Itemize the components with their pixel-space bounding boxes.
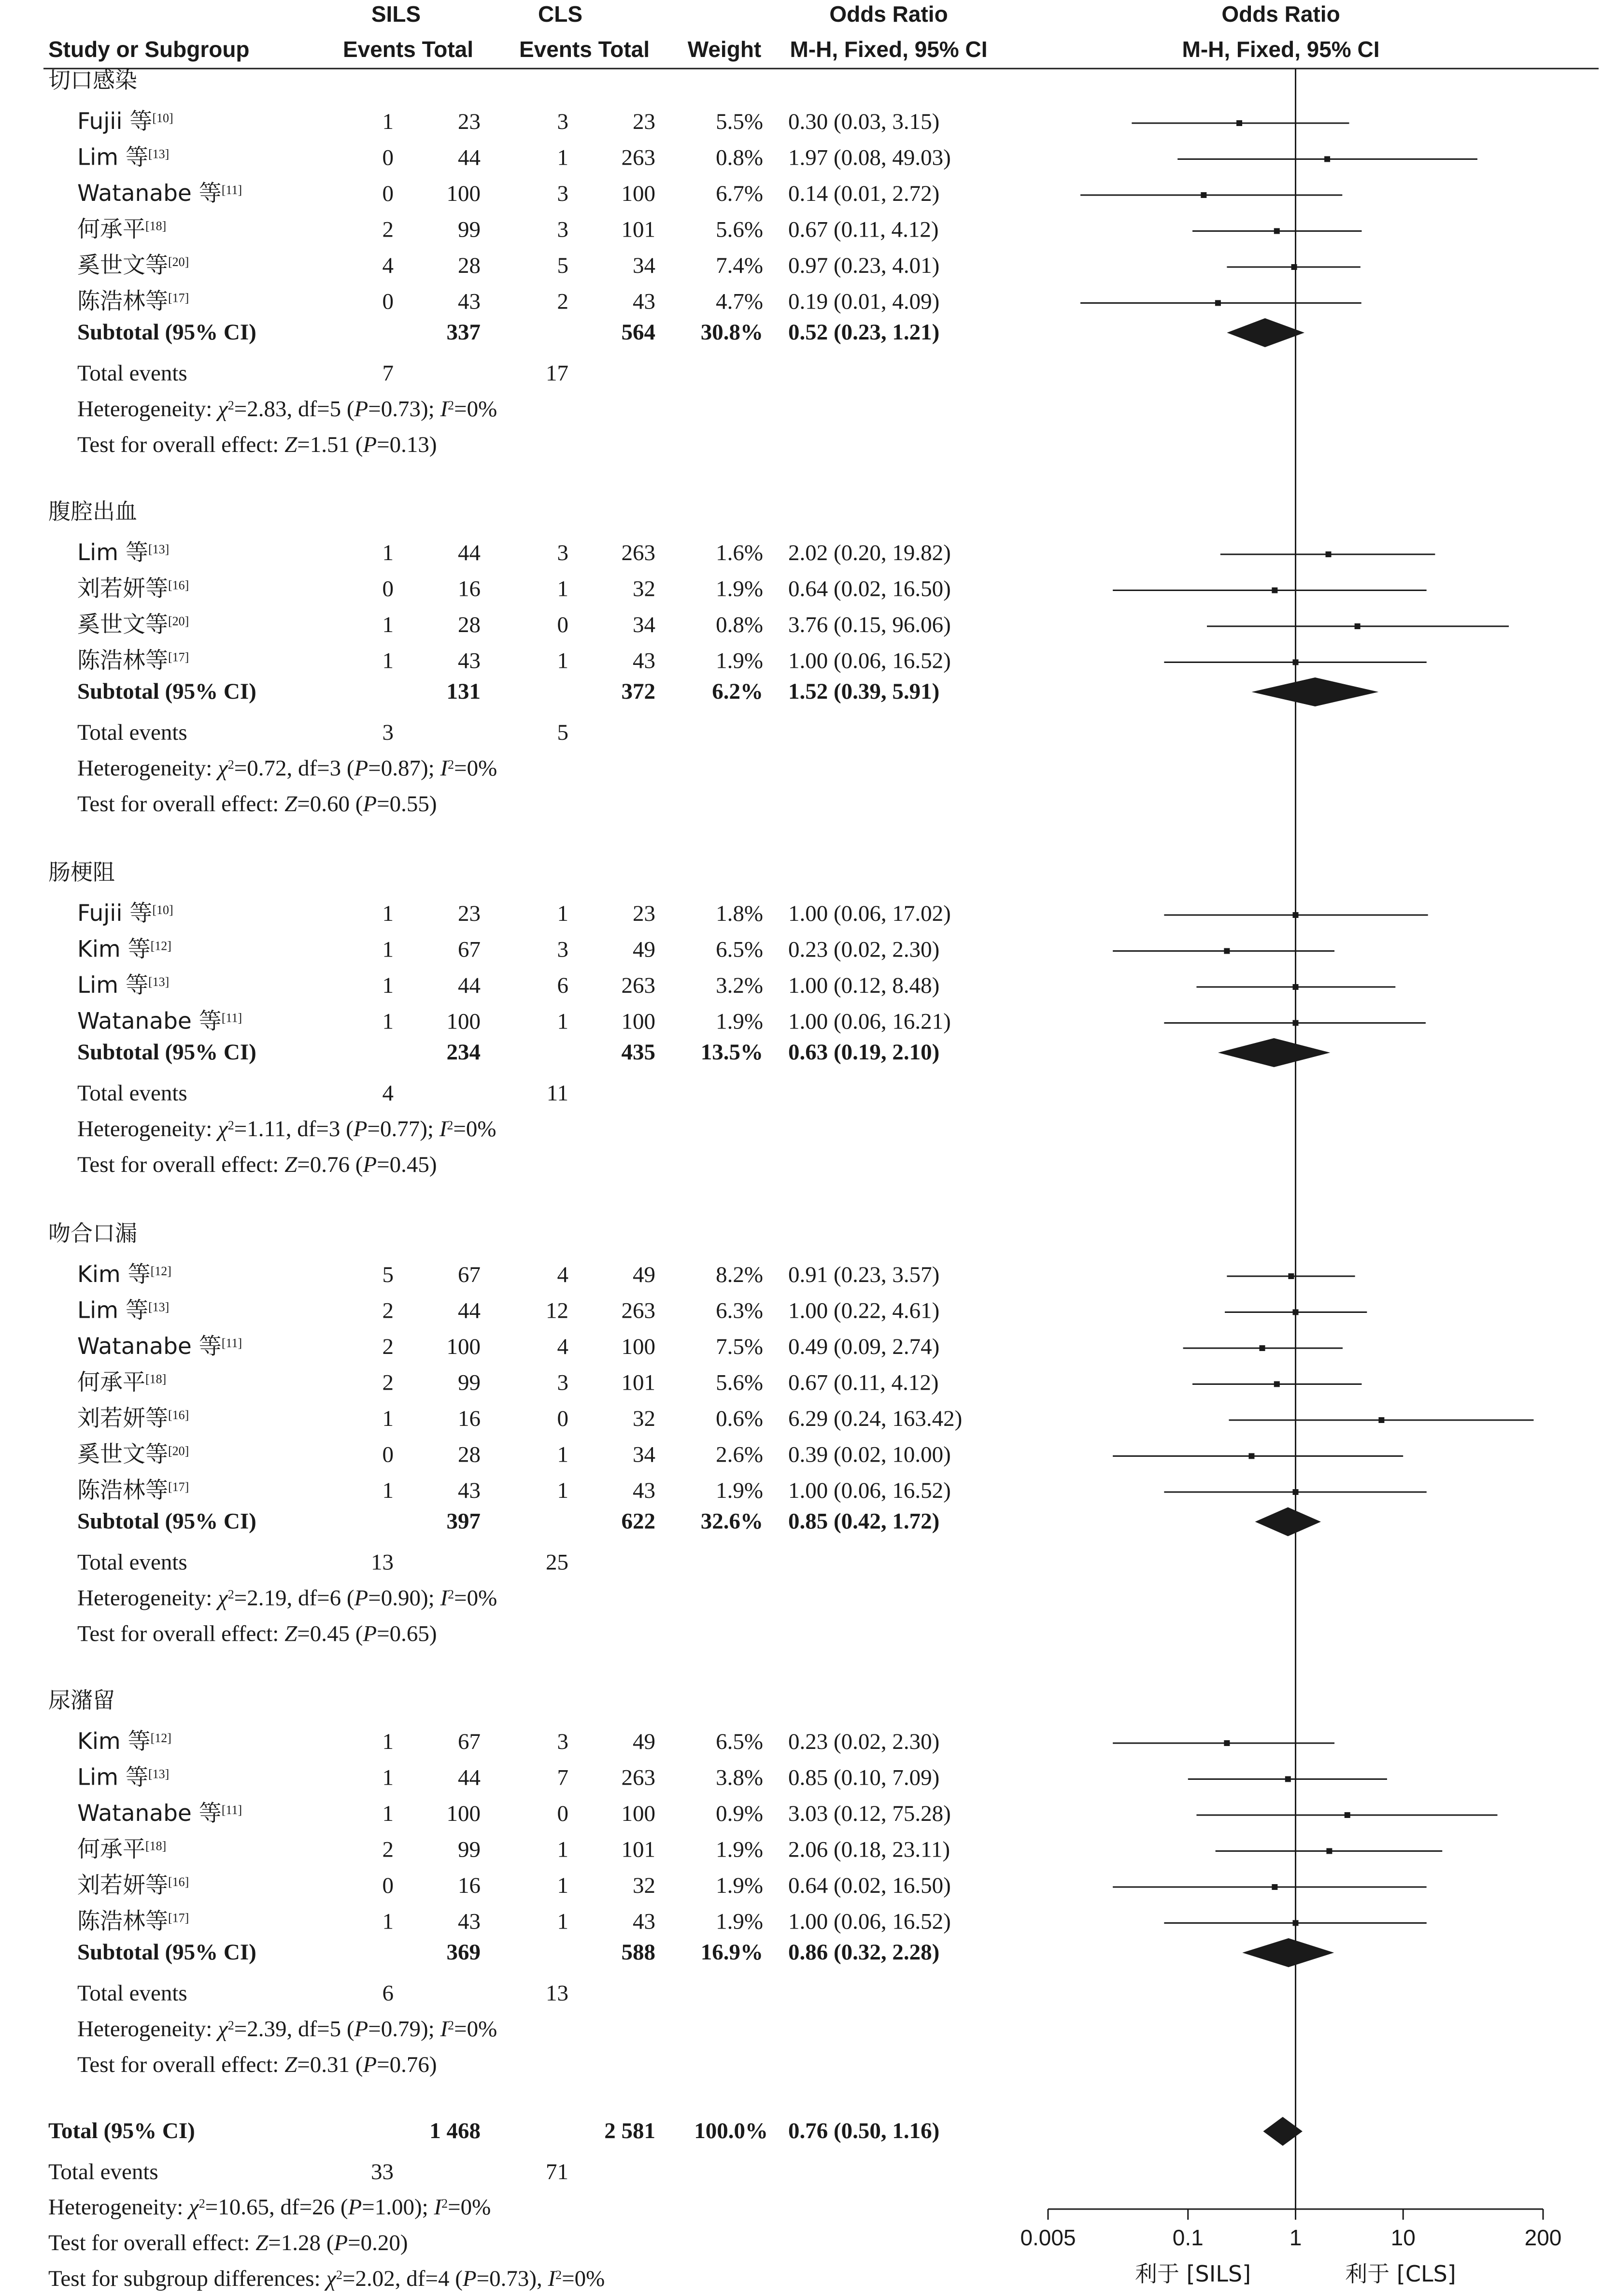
- point-estimate: [1201, 192, 1206, 198]
- cls-total: 101: [621, 1837, 655, 1862]
- summary-diamond: [1255, 1507, 1321, 1536]
- data-table: [43, 1, 1599, 2291]
- x-tick-label: 1: [1289, 2225, 1302, 2250]
- cls-total: 263: [621, 145, 655, 170]
- sils-total: 67: [458, 937, 481, 962]
- point-estimate: [1224, 948, 1230, 954]
- point-estimate: [1378, 1417, 1384, 1423]
- overall-effect: Test for overall effect: Z=1.51 (P=0.13): [77, 432, 437, 457]
- total-events-cls: 25: [546, 1549, 568, 1575]
- cls-total: 32: [633, 1873, 655, 1898]
- subtotal-weight: 30.8%: [700, 320, 763, 345]
- study-name: Kim 等[12]: [77, 1728, 171, 1755]
- subgroup-title: 肠梗阻: [48, 859, 115, 885]
- study-name: Lim 等[13]: [77, 144, 170, 171]
- sils-events: 0: [382, 576, 394, 602]
- cls-events: 3: [557, 1370, 568, 1395]
- subtotal-label: Subtotal (95% CI): [77, 1040, 256, 1065]
- study-weight: 6.5%: [716, 1729, 763, 1754]
- point-estimate: [1274, 1381, 1280, 1387]
- sils-events: 1: [382, 1478, 394, 1503]
- subgroup-title: 腹腔出血: [48, 498, 137, 524]
- study-weight: 0.6%: [716, 1406, 763, 1431]
- subtotal-weight: 6.2%: [712, 679, 763, 704]
- subtotal-or-ci: 0.52 (0.23, 1.21): [788, 320, 940, 345]
- study-name: 奚世文等[20]: [77, 252, 189, 279]
- point-estimate: [1326, 1848, 1332, 1854]
- study-weight: 1.9%: [716, 1478, 763, 1503]
- sils-total: 16: [458, 1873, 481, 1898]
- sils-events: 0: [382, 181, 394, 206]
- heterogeneity: Heterogeneity: $\chi^2=0.72$, df=3 (P=0.87); $I^2=0\%$: [77, 756, 497, 781]
- sils-events: 1: [382, 612, 394, 637]
- cls-events: 7: [557, 1765, 568, 1790]
- total-or-ci: 0.76 (0.50, 1.16): [788, 2118, 940, 2143]
- sils-events: 1: [382, 1765, 394, 1790]
- sils-events: 1: [382, 1801, 394, 1826]
- cls-events: 1: [557, 648, 568, 674]
- cls-total: 263: [621, 1765, 655, 1790]
- cls-total: 34: [633, 253, 655, 278]
- study-weight: 6.7%: [716, 181, 763, 206]
- study-weight: 8.2%: [716, 1262, 763, 1287]
- heterogeneity: Heterogeneity: $\chi^2=2.19$, df=6 (P=0.90); $I^2=0\%$: [77, 1585, 497, 1611]
- study-name: 何承平[18]: [77, 1369, 167, 1396]
- total-events-label: Total events: [77, 720, 187, 745]
- header-events-total-sils: Events Total: [342, 37, 474, 62]
- subtotal-cls-total: 622: [621, 1508, 655, 1534]
- heterogeneity: Heterogeneity: $\chi^2=2.39$, df=5 (P=0.79); $I^2=0\%$: [77, 2016, 497, 2042]
- study-weight: 0.8%: [716, 612, 763, 637]
- cls-events: 2: [557, 289, 568, 314]
- overall-effect: Test for overall effect: Z=0.76 (P=0.45): [77, 1152, 437, 1177]
- grand-heterogeneity: Heterogeneity: $\chi^2=10.65$, df=26 (P=1.00); $I^2=0\%$: [48, 2195, 491, 2220]
- study-name: 奚世文等[20]: [77, 611, 189, 638]
- point-estimate: [1355, 623, 1361, 629]
- study-weight: 5.6%: [716, 217, 763, 242]
- header-sils: SILS: [371, 1, 421, 27]
- heterogeneity: Heterogeneity: $\chi^2=2.83$, df=5 (P=0.73); $I^2=0\%$: [77, 396, 497, 422]
- study-or-ci: 0.14 (0.01, 2.72): [788, 181, 940, 206]
- study-or-ci: 1.00 (0.06, 16.52): [788, 1909, 951, 1934]
- total-events-sils: 3: [382, 720, 394, 745]
- study-name: 刘若妍等[16]: [77, 575, 189, 602]
- subgroup-title: 吻合口漏: [48, 1220, 137, 1246]
- header-method: M-H, Fixed, 95% CI: [790, 37, 988, 62]
- cls-total: 263: [621, 973, 655, 998]
- study-or-ci: 0.19 (0.01, 4.09): [788, 289, 940, 314]
- study-weight: 7.5%: [716, 1334, 763, 1359]
- cls-total: 101: [621, 217, 655, 242]
- cls-total: 43: [633, 648, 655, 674]
- cls-total: 32: [633, 576, 655, 602]
- cls-total: 263: [621, 1298, 655, 1324]
- study-name: Kim 等[12]: [77, 1261, 171, 1288]
- cls-events: 1: [557, 1909, 568, 1934]
- heterogeneity: Heterogeneity: $\chi^2=1.11$, df=3 (P=0.77); $I^2=0\%$: [77, 1116, 496, 1141]
- subgroup-differences: Test for subgroup differences: $\chi^2=2.02$, df=4 (P=0.73), $I^2=0\%$: [48, 2266, 605, 2291]
- grand-total-events-cls: 71: [546, 2159, 568, 2184]
- cls-events: 0: [557, 612, 568, 637]
- sils-total: 43: [458, 289, 481, 314]
- study-or-ci: 0.23 (0.02, 2.30): [788, 1729, 940, 1754]
- study-name: 陈浩林等[17]: [77, 1477, 189, 1504]
- subtotal-sils-total: 369: [446, 1940, 481, 1965]
- cls-events: 1: [557, 576, 568, 602]
- cls-events: 1: [557, 1837, 568, 1862]
- subtotal-weight: 16.9%: [700, 1940, 763, 1965]
- study-weight: 1.6%: [716, 540, 763, 565]
- sils-total: 28: [458, 1442, 481, 1467]
- study-weight: 3.8%: [716, 1765, 763, 1790]
- total-events-sils: 13: [371, 1549, 394, 1575]
- header-weight: Weight: [687, 37, 762, 62]
- sils-total: 44: [458, 973, 481, 998]
- sils-events: 0: [382, 289, 394, 314]
- sils-events: 2: [382, 1334, 394, 1359]
- cls-total: 263: [621, 540, 655, 565]
- study-weight: 7.4%: [716, 253, 763, 278]
- study-weight: 3.2%: [716, 973, 763, 998]
- cls-events: 3: [557, 937, 568, 962]
- study-or-ci: 1.00 (0.22, 4.61): [788, 1298, 940, 1324]
- subtotal-sils-total: 234: [446, 1040, 481, 1065]
- study-name: Fujii 等[10]: [77, 900, 173, 927]
- cls-total: 43: [633, 289, 655, 314]
- cls-events: 6: [557, 973, 568, 998]
- sils-events: 1: [382, 901, 394, 926]
- cls-events: 0: [557, 1406, 568, 1431]
- point-estimate: [1248, 1453, 1254, 1459]
- study-or-ci: 3.76 (0.15, 96.06): [788, 612, 951, 637]
- cls-total: 23: [633, 109, 655, 134]
- study-name: Fujii 等[10]: [77, 108, 173, 135]
- study-or-ci: 0.64 (0.02, 16.50): [788, 576, 951, 602]
- study-or-ci: 2.06 (0.18, 23.11): [788, 1837, 950, 1862]
- study-name: Lim 等[13]: [77, 972, 170, 999]
- sils-events: 2: [382, 1837, 394, 1862]
- subtotal-weight: 13.5%: [700, 1040, 763, 1065]
- study-or-ci: 1.00 (0.06, 17.02): [788, 901, 951, 926]
- header-events-total-cls: Events Total: [519, 37, 650, 62]
- sils-total: 100: [446, 1009, 481, 1034]
- sils-events: 1: [382, 109, 394, 134]
- study-weight: 1.9%: [716, 1837, 763, 1862]
- sils-events: 1: [382, 1406, 394, 1431]
- study-name: 陈浩林等[17]: [77, 1908, 189, 1935]
- total-events-sils: 6: [382, 1981, 394, 2006]
- study-or-ci: 0.64 (0.02, 16.50): [788, 1873, 951, 1898]
- study-weight: 1.9%: [716, 1873, 763, 1898]
- total-events-sils: 4: [382, 1081, 394, 1106]
- total-label: Total (95% CI): [48, 2118, 195, 2143]
- study-name: 陈浩林等[17]: [77, 647, 189, 674]
- subtotal-cls-total: 372: [621, 679, 655, 704]
- point-estimate: [1288, 1273, 1294, 1279]
- sils-total: 44: [458, 145, 481, 170]
- study-name: 刘若妍等[16]: [77, 1405, 189, 1432]
- sils-total: 43: [458, 648, 481, 674]
- cls-total: 23: [633, 901, 655, 926]
- study-name: Watanabe 等[11]: [77, 1800, 242, 1827]
- sils-events: 0: [382, 145, 394, 170]
- point-estimate: [1272, 588, 1277, 593]
- sils-events: 1: [382, 973, 394, 998]
- subtotal-or-ci: 0.85 (0.42, 1.72): [788, 1508, 940, 1534]
- study-or-ci: 1.00 (0.06, 16.52): [788, 648, 951, 674]
- sils-total: 100: [446, 1334, 481, 1359]
- subtotal-cls-total: 564: [621, 320, 655, 345]
- sils-events: 1: [382, 648, 394, 674]
- point-estimate: [1259, 1345, 1265, 1351]
- overall-effect: Test for overall effect: Z=0.45 (P=0.65): [77, 1621, 437, 1647]
- subtotal-or-ci: 0.63 (0.19, 2.10): [788, 1040, 940, 1065]
- cls-events: 1: [557, 901, 568, 926]
- study-or-ci: 0.39 (0.02, 10.00): [788, 1442, 951, 1467]
- subtotal-weight: 32.6%: [700, 1508, 763, 1534]
- x-tick-label: 0.1: [1172, 2225, 1204, 2250]
- point-estimate: [1326, 551, 1332, 557]
- study-or-ci: 0.97 (0.23, 4.01): [788, 253, 940, 278]
- cls-events: 3: [557, 109, 568, 134]
- cls-total: 100: [621, 1009, 655, 1034]
- header-study: Study or Subgroup: [48, 37, 250, 62]
- header-odds-ratio: Odds Ratio: [829, 1, 948, 27]
- study-name: Lim 等[13]: [77, 539, 170, 566]
- study-weight: 0.9%: [716, 1801, 763, 1826]
- study-weight: 5.5%: [716, 109, 763, 134]
- total-events-label: Total events: [77, 1549, 187, 1575]
- cls-total: 101: [621, 1370, 655, 1395]
- study-or-ci: 1.00 (0.06, 16.52): [788, 1478, 951, 1503]
- study-name: 奚世文等[20]: [77, 1441, 189, 1468]
- study-name: Watanabe 等[11]: [77, 1333, 242, 1360]
- sils-total: 99: [458, 1837, 481, 1862]
- grand-total-events-label: Total events: [48, 2159, 158, 2184]
- total-events-cls: 11: [546, 1081, 568, 1106]
- sils-total: 100: [446, 1801, 481, 1826]
- sils-events: 4: [382, 253, 394, 278]
- subtotal-label: Subtotal (95% CI): [77, 320, 256, 345]
- sils-total: 99: [458, 217, 481, 242]
- cls-total: 49: [633, 1729, 655, 1754]
- cls-total: 100: [621, 1334, 655, 1359]
- subtotal-label: Subtotal (95% CI): [77, 679, 256, 704]
- study-weight: 1.9%: [716, 1009, 763, 1034]
- sils-total: 43: [458, 1478, 481, 1503]
- cls-events: 1: [557, 145, 568, 170]
- cls-events: 1: [557, 1478, 568, 1503]
- subtotal-label: Subtotal (95% CI): [77, 1508, 256, 1534]
- sils-total: 16: [458, 1406, 481, 1431]
- cls-total: 32: [633, 1406, 655, 1431]
- total-events-cls: 17: [546, 361, 568, 386]
- study-name: Watanabe 等[11]: [77, 180, 242, 207]
- study-or-ci: 3.03 (0.12, 75.28): [788, 1801, 951, 1826]
- study-or-ci: 0.91 (0.23, 3.57): [788, 1262, 940, 1287]
- study-name: Watanabe 等[11]: [77, 1008, 242, 1035]
- point-estimate: [1345, 1812, 1350, 1818]
- study-weight: 4.7%: [716, 289, 763, 314]
- study-weight: 1.8%: [716, 901, 763, 926]
- study-or-ci: 0.85 (0.10, 7.09): [788, 1765, 940, 1790]
- sils-events: 1: [382, 540, 394, 565]
- sils-total: 16: [458, 576, 481, 602]
- cls-events: 5: [557, 253, 568, 278]
- sils-events: 1: [382, 1009, 394, 1034]
- sils-total: 23: [458, 901, 481, 926]
- sils-total: 28: [458, 612, 481, 637]
- total-events-label: Total events: [77, 1981, 187, 2006]
- grand-overall-effect: Test for overall effect: Z=1.28 (P=0.20): [48, 2230, 408, 2255]
- cls-total: 49: [633, 1262, 655, 1287]
- point-estimate: [1215, 300, 1221, 306]
- sils-total: 44: [458, 540, 481, 565]
- cls-events: 3: [557, 217, 568, 242]
- study-weight: 1.9%: [716, 648, 763, 674]
- sils-events: 1: [382, 1909, 394, 1934]
- sils-total: 100: [446, 181, 481, 206]
- sils-events: 1: [382, 1729, 394, 1754]
- cls-events: 1: [557, 1873, 568, 1898]
- study-name: 何承平[18]: [77, 216, 167, 243]
- cls-total: 43: [633, 1909, 655, 1934]
- summary-diamond: [1263, 2117, 1302, 2146]
- cls-events: 4: [557, 1334, 568, 1359]
- cls-events: 1: [557, 1442, 568, 1467]
- point-estimate: [1324, 156, 1330, 162]
- total-events-cls: 13: [546, 1981, 568, 2006]
- sils-events: 2: [382, 1370, 394, 1395]
- x-tick-label: 10: [1390, 2225, 1416, 2250]
- study-or-ci: 1.00 (0.12, 8.48): [788, 973, 940, 998]
- summary-diamond: [1227, 318, 1304, 347]
- study-or-ci: 1.97 (0.08, 49.03): [788, 145, 951, 170]
- total-events-label: Total events: [77, 1081, 187, 1106]
- sils-total: 43: [458, 1909, 481, 1934]
- sils-events: 0: [382, 1442, 394, 1467]
- sils-total: 99: [458, 1370, 481, 1395]
- study-weight: 6.3%: [716, 1298, 763, 1324]
- cls-total: 49: [633, 937, 655, 962]
- summary-diamond: [1251, 677, 1378, 706]
- cls-events: 3: [557, 181, 568, 206]
- study-or-ci: 0.23 (0.02, 2.30): [788, 937, 940, 962]
- point-estimate: [1274, 228, 1280, 234]
- sils-events: 2: [382, 1298, 394, 1324]
- study-name: Kim 等[12]: [77, 936, 171, 963]
- point-estimate: [1272, 1884, 1277, 1890]
- subgroup-title: 切口感染: [48, 67, 137, 93]
- cls-events: 3: [557, 540, 568, 565]
- sils-events: 0: [382, 1873, 394, 1898]
- sils-events: 1: [382, 937, 394, 962]
- sils-events: 5: [382, 1262, 394, 1287]
- total-weight: 100.0%: [694, 2118, 768, 2143]
- cls-total: 100: [621, 181, 655, 206]
- favours-sils-label: 利于 [SILS]: [1134, 2261, 1251, 2287]
- study-weight: 6.5%: [716, 937, 763, 962]
- favours-cls-label: 利于 [CLS]: [1345, 2261, 1456, 2287]
- cls-total: 100: [621, 1801, 655, 1826]
- sils-total: 44: [458, 1765, 481, 1790]
- study-weight: 1.9%: [716, 576, 763, 602]
- point-estimate: [1285, 1776, 1291, 1782]
- study-or-ci: 0.49 (0.09, 2.74): [788, 1334, 940, 1359]
- point-estimate: [1236, 120, 1242, 126]
- cls-total: 34: [633, 612, 655, 637]
- study-or-ci: 0.67 (0.11, 4.12): [788, 217, 939, 242]
- study-or-ci: 0.67 (0.11, 4.12): [788, 1370, 939, 1395]
- sils-events: 2: [382, 217, 394, 242]
- total-events-cls: 5: [557, 720, 568, 745]
- summary-diamond: [1218, 1038, 1330, 1067]
- study-weight: 1.9%: [716, 1909, 763, 1934]
- overall-effect: Test for overall effect: Z=0.60 (P=0.55): [77, 791, 437, 817]
- overall-effect: Test for overall effect: Z=0.31 (P=0.76): [77, 2052, 437, 2077]
- subtotal-label: Subtotal (95% CI): [77, 1940, 256, 1965]
- subtotal-sils-total: 397: [446, 1508, 481, 1534]
- point-estimate: [1224, 1740, 1230, 1746]
- sils-total: 44: [458, 1298, 481, 1324]
- grand-total-events-sils: 33: [371, 2159, 394, 2184]
- total-sils: 1 468: [429, 2118, 481, 2143]
- study-weight: 5.6%: [716, 1370, 763, 1395]
- study-name: Lim 等[13]: [77, 1764, 170, 1791]
- study-weight: 2.6%: [716, 1442, 763, 1467]
- cls-total: 34: [633, 1442, 655, 1467]
- plot-area: [1020, 69, 1561, 2287]
- header-plot-odds-ratio: Odds Ratio: [1221, 1, 1340, 27]
- cls-events: 1: [557, 1009, 568, 1034]
- study-or-ci: 2.02 (0.20, 19.82): [788, 540, 951, 565]
- study-weight: 0.8%: [716, 145, 763, 170]
- subtotal-sils-total: 131: [446, 679, 481, 704]
- cls-events: 4: [557, 1262, 568, 1287]
- study-or-ci: 0.30 (0.03, 3.15): [788, 109, 940, 134]
- study-name: 陈浩林等[17]: [77, 288, 189, 315]
- cls-total: 43: [633, 1478, 655, 1503]
- cls-events: 3: [557, 1729, 568, 1754]
- subtotal-cls-total: 588: [621, 1940, 655, 1965]
- x-tick-label: 0.005: [1020, 2225, 1076, 2250]
- header-plot-method: M-H, Fixed, 95% CI: [1182, 37, 1380, 62]
- total-events-sils: 7: [382, 361, 394, 386]
- summary-diamond: [1242, 1938, 1334, 1967]
- header-cls: CLS: [538, 1, 582, 27]
- subtotal-or-ci: 1.52 (0.39, 5.91): [788, 679, 940, 704]
- sils-total: 23: [458, 109, 481, 134]
- study-or-ci: 1.00 (0.06, 16.21): [788, 1009, 951, 1034]
- total-events-label: Total events: [77, 361, 187, 386]
- study-name: 何承平[18]: [77, 1836, 167, 1863]
- sils-total: 67: [458, 1262, 481, 1287]
- study-or-ci: 6.29 (0.24, 163.42): [788, 1406, 963, 1431]
- subtotal-or-ci: 0.86 (0.32, 2.28): [788, 1940, 940, 1965]
- sils-total: 67: [458, 1729, 481, 1754]
- study-name: Lim 等[13]: [77, 1297, 170, 1324]
- subgroup-title: 尿潴留: [48, 1687, 115, 1713]
- total-cls: 2 581: [604, 2118, 655, 2143]
- sils-total: 28: [458, 253, 481, 278]
- subtotal-cls-total: 435: [621, 1040, 655, 1065]
- study-name: 刘若妍等[16]: [77, 1872, 189, 1899]
- subtotal-sils-total: 337: [446, 320, 481, 345]
- cls-events: 12: [546, 1298, 568, 1324]
- x-tick-label: 200: [1524, 2225, 1562, 2250]
- cls-events: 0: [557, 1801, 568, 1826]
